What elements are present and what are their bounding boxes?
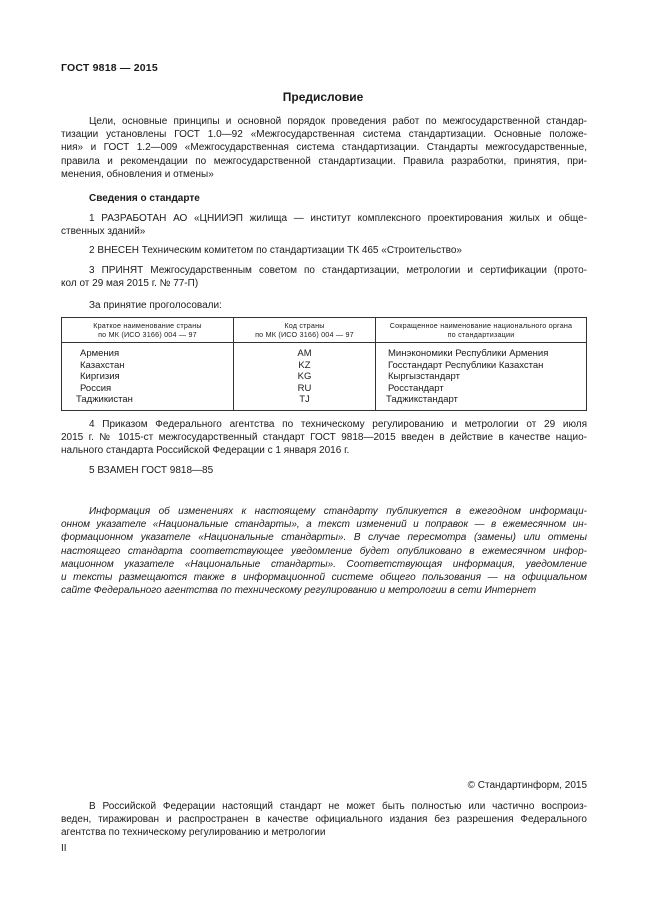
- header-line: Сокращенное наименование национального органа: [389, 321, 573, 330]
- country-cell: Армения: [62, 343, 234, 360]
- item-3-line: 3 ПРИНЯТ Межгосударственным советом по стандартизации, метрологии и сертификации (прото-: [89, 265, 587, 276]
- header-line: по стандартизации: [447, 330, 515, 339]
- item-3-line: кол от 29 мая 2015 г. № 77-П): [61, 278, 199, 290]
- header-line: по МК (ИСО 3166) 004 — 97: [255, 330, 354, 339]
- document-code: ГОСТ 9818 — 2015: [61, 62, 158, 74]
- notice-line: мационном указателе «Национальные стандарты». Соответствующая информация, уведомление: [61, 558, 587, 570]
- header-line: Краткое наименование страны: [93, 321, 202, 330]
- info-heading: Сведения о стандарте: [89, 193, 200, 204]
- header-line: по МК (ИСО 3166) 004 — 97: [98, 330, 197, 339]
- code-cell: KZ: [234, 360, 376, 372]
- country-cell: Киргизия: [62, 371, 234, 383]
- item-2: 2 ВНЕСЕН Техническим комитетом по стандартизации ТК 465 «Строительство»: [89, 245, 462, 256]
- notice-line: онном указателе «Национальные стандарты», а текст изменений и поправок — в ежемесячном ин-: [61, 519, 587, 531]
- page-title: Предисловие: [282, 90, 364, 104]
- table-row: [62, 371, 587, 383]
- intro-line: ния» и ГОСТ 1.2—009 «Межгосударственная система стандартизации. Стандарты межгосударственные,: [61, 142, 587, 154]
- notice-line: настоящего стандарта соответствующее уведомление будет опубликовано в ежемесячном инфор-: [61, 545, 587, 557]
- column-header-country: [62, 318, 234, 343]
- voted-label: За принятие проголосовали:: [89, 300, 222, 311]
- country-cell: Россия: [62, 383, 234, 395]
- code-cell: AM: [234, 343, 376, 360]
- body-cell: Кыргызстандарт: [376, 371, 587, 383]
- country-cell: Таджикистан: [62, 394, 234, 410]
- item-1-line: 1 РАЗРАБОТАН АО «ЦНИИЭП жилища — институт комплексного проектирования жилых и обще-: [89, 213, 587, 224]
- code-cell: TJ: [234, 394, 376, 410]
- intro-line: тизации установлены ГОСТ 1.0—92 «Межгосударственная система стандартизации. Основные положе-: [61, 129, 587, 141]
- code-cell: RU: [234, 383, 376, 395]
- item-1-line: ственных зданий»: [61, 226, 146, 238]
- column-header-body: [376, 318, 587, 343]
- intro-line: менения, обновления и отмены»: [61, 168, 214, 180]
- item-4-line: нального стандарта Российской Федерации с 1 января 2016 г.: [61, 445, 350, 457]
- voting-table: [61, 317, 587, 411]
- table-row: [62, 360, 587, 372]
- table-row: [62, 383, 587, 395]
- intro-paragraph: [61, 115, 587, 181]
- table-header-row: [62, 318, 587, 343]
- legal-line: В Российской Федерации настоящий стандарт не может быть полностью или частично воспроиз-: [89, 801, 587, 812]
- item-4: [61, 418, 587, 458]
- page-number: II: [61, 843, 67, 854]
- notice-line: Информация об изменениях к настоящему стандарту публикуется в ежегодном информаци-: [89, 506, 587, 517]
- notice-paragraph: [61, 505, 587, 597]
- column-header-code: [234, 318, 376, 343]
- item-3: [61, 264, 587, 290]
- notice-line: формационном указателе «Национальные стандарты». В случае пересмотра (замены) или отмены: [61, 532, 587, 544]
- body-cell: Минэкономики Республики Армения: [376, 343, 587, 360]
- notice-line: и тексты размещаются также в информационной системе общего пользования — на официальном: [61, 572, 587, 584]
- intro-line: Цели, основные принципы и основной порядок проведения работ по межгосударственной стандар-: [89, 116, 587, 127]
- intro-line: правила и рекомендации по межгосударственной стандартизации. Правила разработки, принятия, при-: [61, 155, 587, 167]
- table-row: [62, 343, 587, 360]
- legal-line: агентства по техническому регулированию и метрологии: [61, 827, 326, 839]
- item-4-line: 2015 г. № 1015-ст межгосударственный стандарт ГОСТ 9818—2015 введен в действие в качестве нацио-: [61, 432, 587, 444]
- table-row: [62, 394, 587, 410]
- body-cell: Таджикстандарт: [376, 394, 587, 410]
- item-1: [61, 212, 587, 238]
- body-cell: Госстандарт Республики Казахстан: [376, 360, 587, 372]
- code-cell: KG: [234, 371, 376, 383]
- legal-paragraph: [61, 800, 587, 840]
- copyright-notice: © Стандартинформ, 2015: [467, 780, 587, 791]
- notice-line: сайте Федерального агентства по техническому регулированию и метрологии в сети Интернет: [61, 585, 537, 597]
- body-cell: Росстандарт: [376, 383, 587, 395]
- item-5: 5 ВЗАМЕН ГОСТ 9818—85: [89, 465, 214, 476]
- legal-line: веден, тиражирован и распространен в качестве официального издания без разрешения Федерального: [61, 814, 587, 826]
- country-cell: Казахстан: [62, 360, 234, 372]
- item-4-line: 4 Приказом Федерального агентства по техническому регулированию и метрологии от 29 июля: [89, 419, 587, 430]
- header-line: Код страны: [284, 321, 325, 330]
